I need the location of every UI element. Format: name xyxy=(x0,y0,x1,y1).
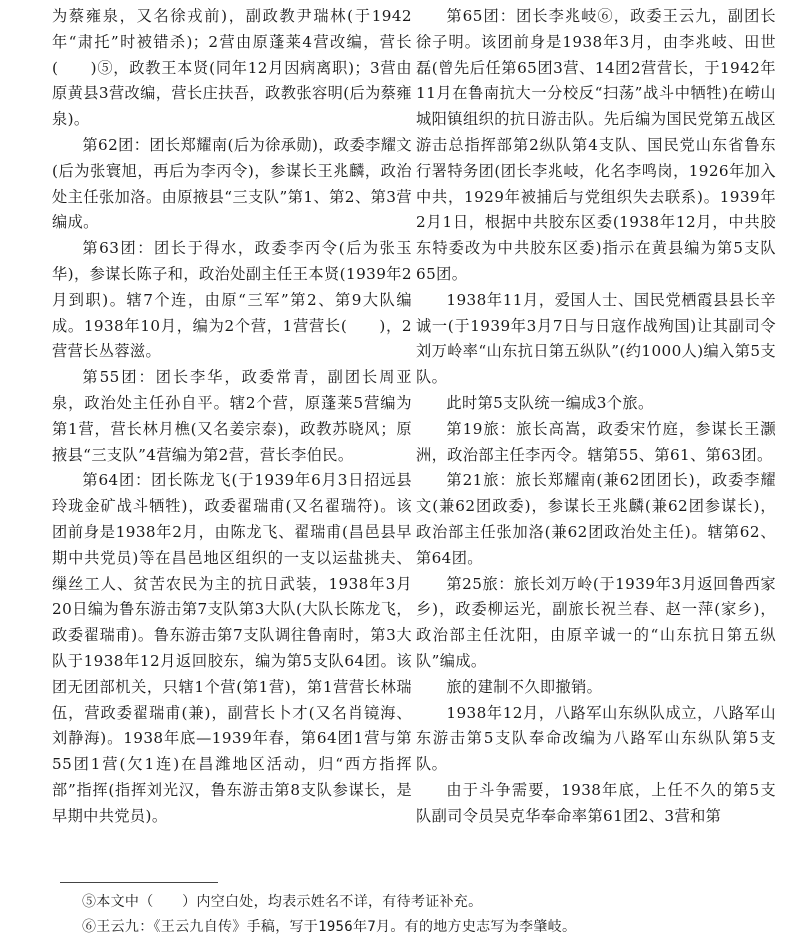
paragraph: 第19旅：旅长高嵩，政委宋竹庭，参谋长王灏洲，政治部主任李丙令。辖第55、第61、第63团。 xyxy=(416,419,776,464)
right-column xyxy=(416,4,776,830)
paragraph: 第63团：团长于得水，政委李丙令(后为张玉华)，参谋长陈子和，政治处副主任王本贤(1939年2月到职)。辖7个连，由原“三军”第2、第9大队编成。1938年10月，编为2个营，1营营长( )，2营营长丛蓉滋。 xyxy=(52,239,412,361)
footnote-divider xyxy=(60,882,218,883)
paragraph: 1938年12月，八路军山东纵队成立，八路军山东游击第5支队奉命改编为八路军山东纵队第5支队。 xyxy=(416,703,776,774)
paragraph: 第62团：团长郑耀南(后为徐承勋)，政委李耀文(后为张寰旭，再后为李丙令)，参谋长王兆麟，政治处主任张加洛。由原掖县“三支队”第1、第2、第3营编成。 xyxy=(52,135,412,232)
footnote-5: ⑤本文中（ ）内空白处，均表示姓名不详，有待考证补充。 xyxy=(82,894,483,910)
footnote-6: ⑥王云九：《王云九自传》手稿，写于1956年7月。有的地方史志写为李肇岐。 xyxy=(82,919,577,935)
paragraph: 旅的建制不久即撤销。 xyxy=(446,677,603,696)
paragraph: 第55团：团长李华，政委常青，副团长周亚泉，政治处主任孙自平。辖2个营，原蓬莱5营编为第1营，营长林月樵(又名姜宗泰)，政教苏晓风；原掖县“三支队”4营编为第2营，营长李伯民。 xyxy=(52,368,412,464)
paragraph: 第25旅：旅长刘万岭(于1939年3月返回鲁西家乡)，政委柳运光，副旅长祝兰春、赵一萍(家乡)，政治部主任沈阳，由原辛诚一的“山东抗日第五纵队”编成。 xyxy=(416,574,776,670)
paragraph: 此时第5支队统一编成3个旅。 xyxy=(446,393,654,412)
paragraph: 第65团：团长李兆岐⑥，政委王云九，副团长徐子明。该团前身是1938年3月，由李兆岐、田世磊(曾先后任第65团3营、14团2营营长，于1942年11月在鲁南抗大一分校反“扫荡”战斗中牺牲)在崂山城阳镇组织的抗日游击队。先后编为国民党第五战区游击总指挥部第2纵队第4支队、国民党山东省鲁东行署特务团(团长李兆岐，化名李鸣岗，1926年加入中共，1929年被捕后与党组织失去联系)。1939年2月1日，根据中共胶东区委(1938年12月，中共胶东特委改为中共胶东区委)指示在黄县编为第5支队65团。 xyxy=(416,7,776,283)
left-column xyxy=(52,4,412,830)
paragraph: 第21旅：旅长郑耀南(兼62团团长)，政委李耀文(兼62团政委)，参谋长王兆麟(兼62团参谋长)，政治部主任张加洛(兼62团政治处主任)。辖第62、第64团。 xyxy=(416,471,776,567)
paragraph: 为蔡雍泉，又名徐戎前)，副政教尹瑞林(于1942年“肃托”时被错杀)；2营由原蓬莱4营改编，营长( )⑤，政教王本贤(同年12月因病离职)；3营由原黄县3营改编，营长庄扶吾，政教张容明(后为蔡雍泉)。 xyxy=(52,7,412,129)
paragraph: 第64团：团长陈龙飞(于1939年6月3日招远县玲珑金矿战斗牺牲)，政委翟瑞甫(又名翟瑞符)。该团前身是1938年2月，由陈龙飞、翟瑞甫(昌邑县早期中共党员)等在昌邑地区组织的一支以运盐挑夫、缫丝工人、贫苦农民为主的抗日武装，1938年3月20日编为鲁东游击第7支队第3大队(大队长陈龙飞，政委翟瑞甫)。鲁东游击第7支队调往鲁南时，第3大队于1938年12月返回胶东，编为第5支队64团。该团无团部机关，只辖1个营(第1营)，第1营营长林瑞伍，营政委翟瑞甫(兼)，副营长卜才(又名肖镜海、刘静海)。1938年底—1939年春，第64团1营与第55团1营(欠1连)在昌潍地区活动，归“西方指挥部”指挥(指挥刘光汉，鲁东游击第8支队参谋长，是早期中共党员)。 xyxy=(52,471,412,825)
footnotes xyxy=(82,890,762,940)
paragraph: 1938年11月，爱国人士、国民党栖霞县县长辛诚一(于1939年3月7日与日寇作战殉国)让其副司令刘万岭率“山东抗日第五纵队”(约1000人)编入第5支队。 xyxy=(416,290,776,387)
paragraph: 由于斗争需要，1938年底，上任不久的第5支队副司令员吴克华奉命率第61团2、3营和第 xyxy=(416,780,776,825)
